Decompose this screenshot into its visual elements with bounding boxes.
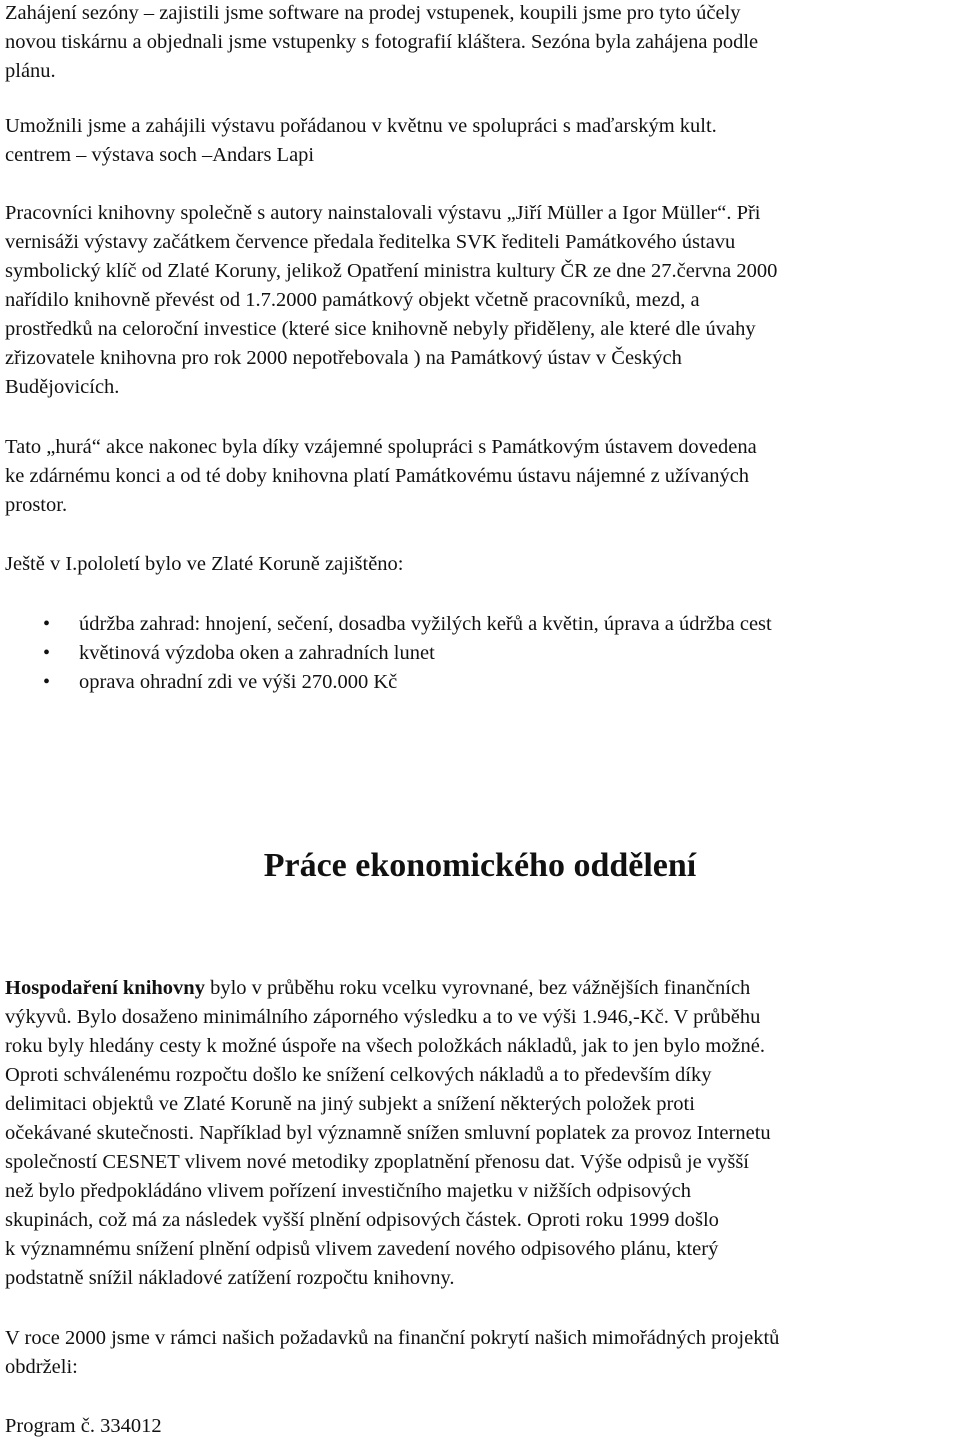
text-line: výkyvů. Bylo dosaženo minimálního záporného výsledku a to ve výši 1.946,-Kč. V průběhu <box>5 1006 761 1028</box>
text-line: obdrželi: <box>5 1356 78 1378</box>
text-line: skupinách, což má za následek vyšší plnění odpisových částek. Oproti roku 1999 došlo <box>5 1209 719 1231</box>
paragraph-first-half-intro <box>5 550 955 579</box>
text-line: zřizovatele knihovna pro rok 2000 nepotřebovala ) na Památkový ústav v Českých <box>5 347 682 369</box>
text-line: k významnému snížení plnění odpisů vlivem zavedení nového odpisového plánu, který <box>5 1238 719 1260</box>
text-line: Pracovníci knihovny společně s autory nainstalovali výstavu „Jiří Müller a Igor Müller“. Při <box>5 202 761 224</box>
list-item-text: oprava ohradní zdi ve výši 270.000 Kč <box>79 671 398 693</box>
paragraph-hura-akce <box>5 433 955 520</box>
text-line <box>5 974 955 1003</box>
text-fragment: bylo v průběhu roku vcelku vyrovnané, bez vážnějších finančních <box>204 977 751 999</box>
paragraph-projects <box>5 1324 955 1382</box>
text-line: Zahájení sezóny – zajistili jsme software na prodej vstupenek, koupili jsme pro tyto účely <box>5 2 741 24</box>
text-line: centrem – výstava soch –Andars Lapi <box>5 144 315 166</box>
bold-phrase: Hospodaření knihovny <box>5 977 205 999</box>
text-line: prostředků na celoroční investice (které sice knihovně nebyly přiděleny, ale které dle úvahy <box>5 318 756 340</box>
text-line: Program č. 334012 <box>5 1415 162 1437</box>
text-line: Ještě v I.pololetí bylo ve Zlaté Koruně zajištěno: <box>5 553 404 575</box>
text-line: společností CESNET vlivem nové metodiky zpoplatnění přenosu dat. Výše odpisů je vyšší <box>5 1151 749 1173</box>
bullet-icon: • <box>43 671 51 693</box>
text-line: Budějovicích. <box>5 376 120 398</box>
bullet-icon: • <box>43 613 51 635</box>
text-line: očekávané skutečnosti. Například byl významně snížen smluvní poplatek za provoz Internetu <box>5 1122 771 1144</box>
text-line: Oproti schválenému rozpočtu došlo ke snížení celkových nákladů a to především díky <box>5 1064 712 1086</box>
paragraph-economy <box>5 974 955 1293</box>
text-line: delimitaci objektů ve Zlaté Koruně na jiný subjekt a snížení některých položek proti <box>5 1093 695 1115</box>
list-item-text: květinová výzdoba oken a zahradních lunet <box>79 642 435 664</box>
text-line: plánu. <box>5 60 56 82</box>
text-line: V roce 2000 jsme v rámci našich požadavků na finanční pokrytí našich mimořádných projektů <box>5 1327 780 1349</box>
text-line: Tato „hurá“ akce nakonec byla díky vzájemné spolupráci s Památkovým ústavem dovedena <box>5 436 757 458</box>
paragraph-program <box>5 1412 955 1441</box>
paragraph-season-opening <box>5 0 955 86</box>
text-line: vernisáži výstavy začátkem července předala ředitelka SVK řediteli Památkového ústavu <box>5 231 736 253</box>
section-heading: Práce ekonomického oddělení <box>263 847 697 884</box>
bullet-list <box>0 610 955 697</box>
paragraph-exhibition-hungarian <box>5 112 955 170</box>
text-line: prostor. <box>5 494 68 516</box>
text-line: podstatně snížil nákladové zatížení rozpočtu knihovny. <box>5 1267 455 1289</box>
text-line: Umožnili jsme a zahájili výstavu pořádanou v květnu ve spolupráci s maďarským kult. <box>5 115 717 137</box>
text-line: roku byly hledány cesty k možné úspoře na všech položkách nákladů, jak to jen bylo možné. <box>5 1035 765 1057</box>
paragraph-exhibition-muller <box>5 199 955 402</box>
list-item <box>0 610 955 639</box>
text-line: ke zdárnému konci a od té doby knihovna platí Památkovému ústavu nájemné z užívaných <box>5 465 750 487</box>
text-line: než bylo předpokládáno vlivem pořízení investičního majetku v nižších odpisových <box>5 1180 692 1202</box>
list-item <box>0 639 955 668</box>
text-line: novou tiskárnu a objednali jsme vstupenky s fotografií kláštera. Sezóna byla zahájena podle <box>5 31 759 53</box>
list-item <box>0 668 955 697</box>
text-line: nařídilo knihovně převést od 1.7.2000 památkový objekt včetně pracovníků, mezd, a <box>5 289 700 311</box>
list-item-text: údržba zahrad: hnojení, sečení, dosadba vyžilých keřů a květin, úprava a údržba cest <box>79 613 772 635</box>
text-line: symbolický klíč od Zlaté Koruny, jelikož Opatření ministra kultury ČR ze dne 27.června 2000 <box>5 260 778 282</box>
bullet-icon: • <box>43 642 51 664</box>
